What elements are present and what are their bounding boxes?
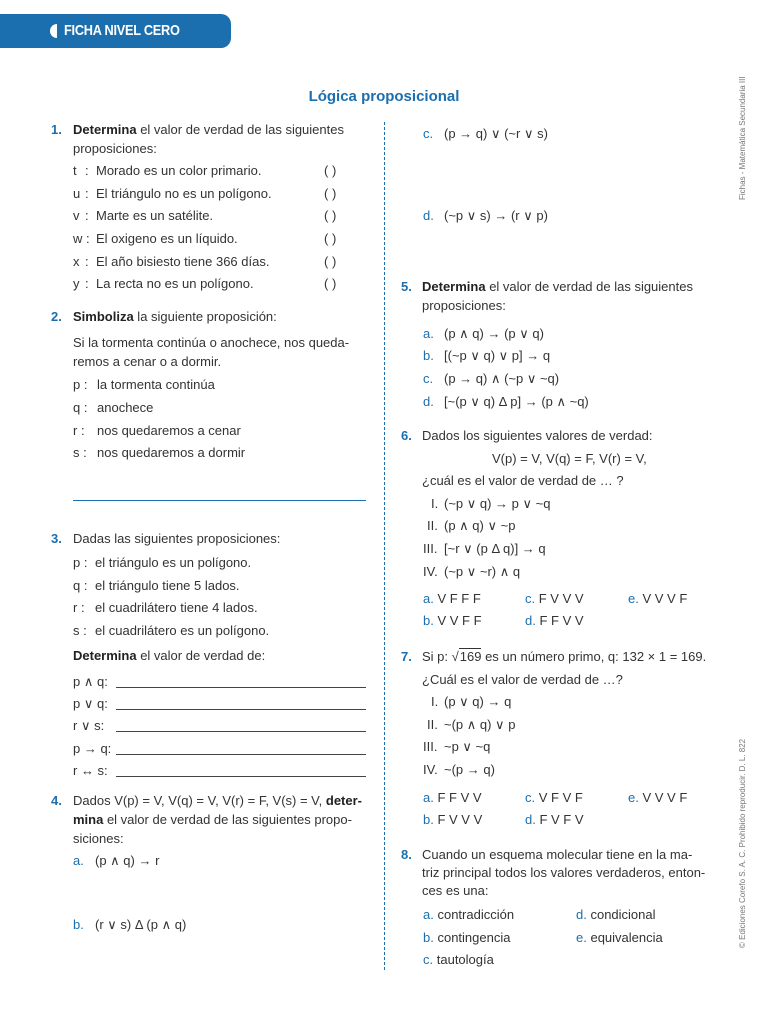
q6-item-expr: [~r ∨ (p Δ q)] → q [444,541,546,556]
q2-sentence2: remos a cenar o a dormir. [73,354,222,369]
q6-choice[interactable]: b. V V F F [423,613,482,628]
list-item-text: la tormenta continúa [97,377,215,392]
list-item-text: anochece [97,400,154,415]
q4-option-b-expr: (r ∨ s) Δ (p ∧ q) [95,917,187,932]
list-item-text: el triángulo es un polígono. [95,555,252,570]
q7-choice[interactable]: a. F F V V [423,790,482,805]
column-divider [384,122,385,970]
q2-sentence1: Si la tormenta continúa o anochece, nos queda- [73,335,350,350]
q2-number: 2. [51,309,62,324]
q7-number: 7. [401,649,412,664]
q1-line1: Determina el valor de verdad de las siguientes [73,122,344,137]
list-item-text: Marte es un satélite. [96,208,214,223]
list-item: p : [73,377,88,392]
q5-line2: proposiciones: [422,298,506,313]
q5-option: b. [423,348,434,363]
half-circle-icon [50,24,57,38]
list-item-text: el cuadrilátero tiene 4 lados. [95,600,258,615]
q8-line1: Cuando un esquema molecular tiene en la ma- [422,847,693,862]
q8-number: 8. [401,847,412,862]
list-item-text: nos quedaremos a cenar [97,423,241,438]
q3-answer-line[interactable] [116,687,366,688]
q7-item-num: III. [423,739,438,754]
list-item: s : [73,445,87,460]
answer-blank: ( ) [324,163,337,178]
q8-line2: triz principal todos los valores verdaderos, enton- [422,865,706,880]
q3-expr: r ∨ s: [73,718,105,733]
side-note-bottom: © Ediciones Corefo S. A. C. Prohibido reproducir. D. L. 822 [738,738,747,948]
q8-choice[interactable]: e. equivalencia [576,930,663,945]
colon: : [85,208,89,223]
q4-line2: mina el valor de verdad de las siguientes propo- [73,812,352,827]
q3-number: 3. [51,531,62,546]
list-item-text: La recta no es un polígono. [96,276,254,291]
q1-line2: proposiciones: [73,141,157,156]
q3-line1: Dadas las siguientes proposiciones: [73,531,281,546]
q7-choice[interactable]: b. F V V V [423,812,483,827]
list-item: v [73,208,80,223]
list-item-text: Morado es un color primario. [96,163,262,178]
colon: : [85,276,89,291]
q4-line1: Dados V(p) = V, V(q) = V, V(r) = F, V(s) = V, deter- [73,793,363,808]
colon: : [85,163,89,178]
q7-question: ¿Cuál es el valor de verdad de …? [422,672,623,687]
page-title: Lógica proposicional [308,88,460,105]
q8-choice[interactable]: b. contingencia [423,930,511,945]
q7-item-expr: ~p ∨ ~q [444,739,491,754]
answer-blank: ( ) [324,186,337,201]
q5-line1: Determina el valor de verdad de las siguientes [422,279,693,294]
list-item: w [73,231,83,246]
list-item: p : [73,555,88,570]
colon: : [86,231,90,246]
q5-number: 5. [401,279,412,294]
q7-item-expr: ~(p ∧ q) ∨ p [444,717,516,732]
q7-item-num: IV. [423,762,438,777]
q8-choice[interactable]: c. tautología [423,952,494,967]
q3-expr: r ↔ s: [73,763,108,778]
list-item: y [73,276,80,291]
section-tab [0,14,231,48]
colon: : [85,254,89,269]
q4-option-a-expr: (p ∧ q) → r [95,853,160,868]
q3-answer-line[interactable] [116,776,366,777]
q3-answer-line[interactable] [116,709,366,710]
q6-item-expr: (p ∧ q) ∨ ~p [444,518,516,533]
q6-line1: Dados los siguientes valores de verdad: [422,428,653,443]
q6-item-num: II. [427,518,438,533]
q5-option-expr: [~(p ∨ q) Δ p] → (p ∧ ~q) [444,394,589,409]
list-item: r : [73,423,85,438]
q8-choice[interactable]: a. contradicción [423,907,515,922]
q4-option-c-expr: (p → q) ∨ (~r ∨ s) [444,126,548,141]
q4-option-c: c. [423,126,434,141]
q7-choice[interactable]: d. F V F V [525,812,584,827]
q6-item-num: III. [423,541,438,556]
q6-number: 6. [401,428,412,443]
q5-option: d. [423,394,434,409]
q3-expr: p → q: [73,741,112,756]
q2-answer-line[interactable] [73,500,366,501]
q4-option-d-expr: (~p ∨ s) → (r ∨ p) [444,208,548,223]
q4-line3: siciones: [73,831,124,846]
list-item-text: El oxigeno es un líquido. [96,231,238,246]
q3-expr: p ∨ q: [73,696,108,711]
list-item: x [73,254,80,269]
q3-answer-line[interactable] [116,754,366,755]
answer-blank: ( ) [324,208,337,223]
side-note-top: Fichas - Matemática Secundaria III [738,76,747,200]
answer-blank: ( ) [324,276,337,291]
q6-question: ¿cuál es el valor de verdad de … ? [422,473,624,488]
list-item: q : [73,578,88,593]
answer-blank: ( ) [324,254,337,269]
q7-item-num: I. [431,694,439,709]
list-item-text: el triángulo tiene 5 lados. [95,578,240,593]
q7-item-expr: (p ∨ q) → q [444,694,512,709]
q7-line1: Si p: √169 es un número primo, q: 132 × 1 = 169. [422,649,707,664]
list-item: u [73,186,81,201]
q5-option-expr: (p ∧ q) → (p ∨ q) [444,326,544,341]
list-item-text: nos quedaremos a dormir [97,445,246,460]
list-item: t [73,163,77,178]
q1-number: 1. [51,122,62,137]
q7-choice[interactable]: e. V V V F [628,790,688,805]
colon: : [85,186,89,201]
q6-item-num: IV. [423,564,438,579]
q6-values: V(p) = V, V(q) = F, V(r) = V, [492,451,647,466]
q6-choice[interactable]: c. F V V V [525,591,584,606]
list-item: r : [73,600,85,615]
q6-item-expr: (~p ∨ ~r) ∧ q [444,564,521,579]
q5-option-expr: (p → q) ∧ (~p ∨ ~q) [444,371,560,386]
list-item-text: El triángulo no es un polígono. [96,186,272,201]
q6-choice[interactable]: a. V F F F [423,591,481,606]
list-item-text: El año bisiesto tiene 366 días. [96,254,270,269]
q4-option-d: d. [423,208,434,223]
q4-number: 4. [51,793,62,808]
list-item: s : [73,623,87,638]
list-item-text: el cuadrilátero es un polígono. [95,623,270,638]
q6-item-expr: (~p ∨ q) → p ∨ ~q [444,496,551,511]
q5-option-expr: [(~p ∨ q) ∨ p] → q [444,348,551,363]
answer-blank: ( ) [324,231,337,246]
q3-expr: p ∧ q: [73,674,108,689]
q6-choice[interactable]: d. F F V V [525,613,584,628]
section-tab-label: FICHA NIVEL CERO [64,22,180,39]
q5-option: a. [423,326,434,341]
q4-option-b: b. [73,917,84,932]
q2-line1: Simboliza la siguiente proposición: [73,309,277,324]
q7-choice[interactable]: c. V F V F [525,790,583,805]
q6-item-num: I. [431,496,439,511]
q5-option: c. [423,371,434,386]
q8-choice[interactable]: d. condicional [576,907,656,922]
q7-item-num: II. [427,717,438,732]
q4-option-a: a. [73,853,84,868]
q6-choice[interactable]: e. V V V F [628,591,688,606]
q3-instruction: Determina el valor de verdad de: [73,648,266,663]
q3-answer-line[interactable] [116,731,366,732]
q7-item-expr: ~(p → q) [444,762,495,777]
sqrt-sign: √ [451,649,459,664]
list-item: q : [73,400,88,415]
q8-line3: ces es una: [422,883,489,898]
